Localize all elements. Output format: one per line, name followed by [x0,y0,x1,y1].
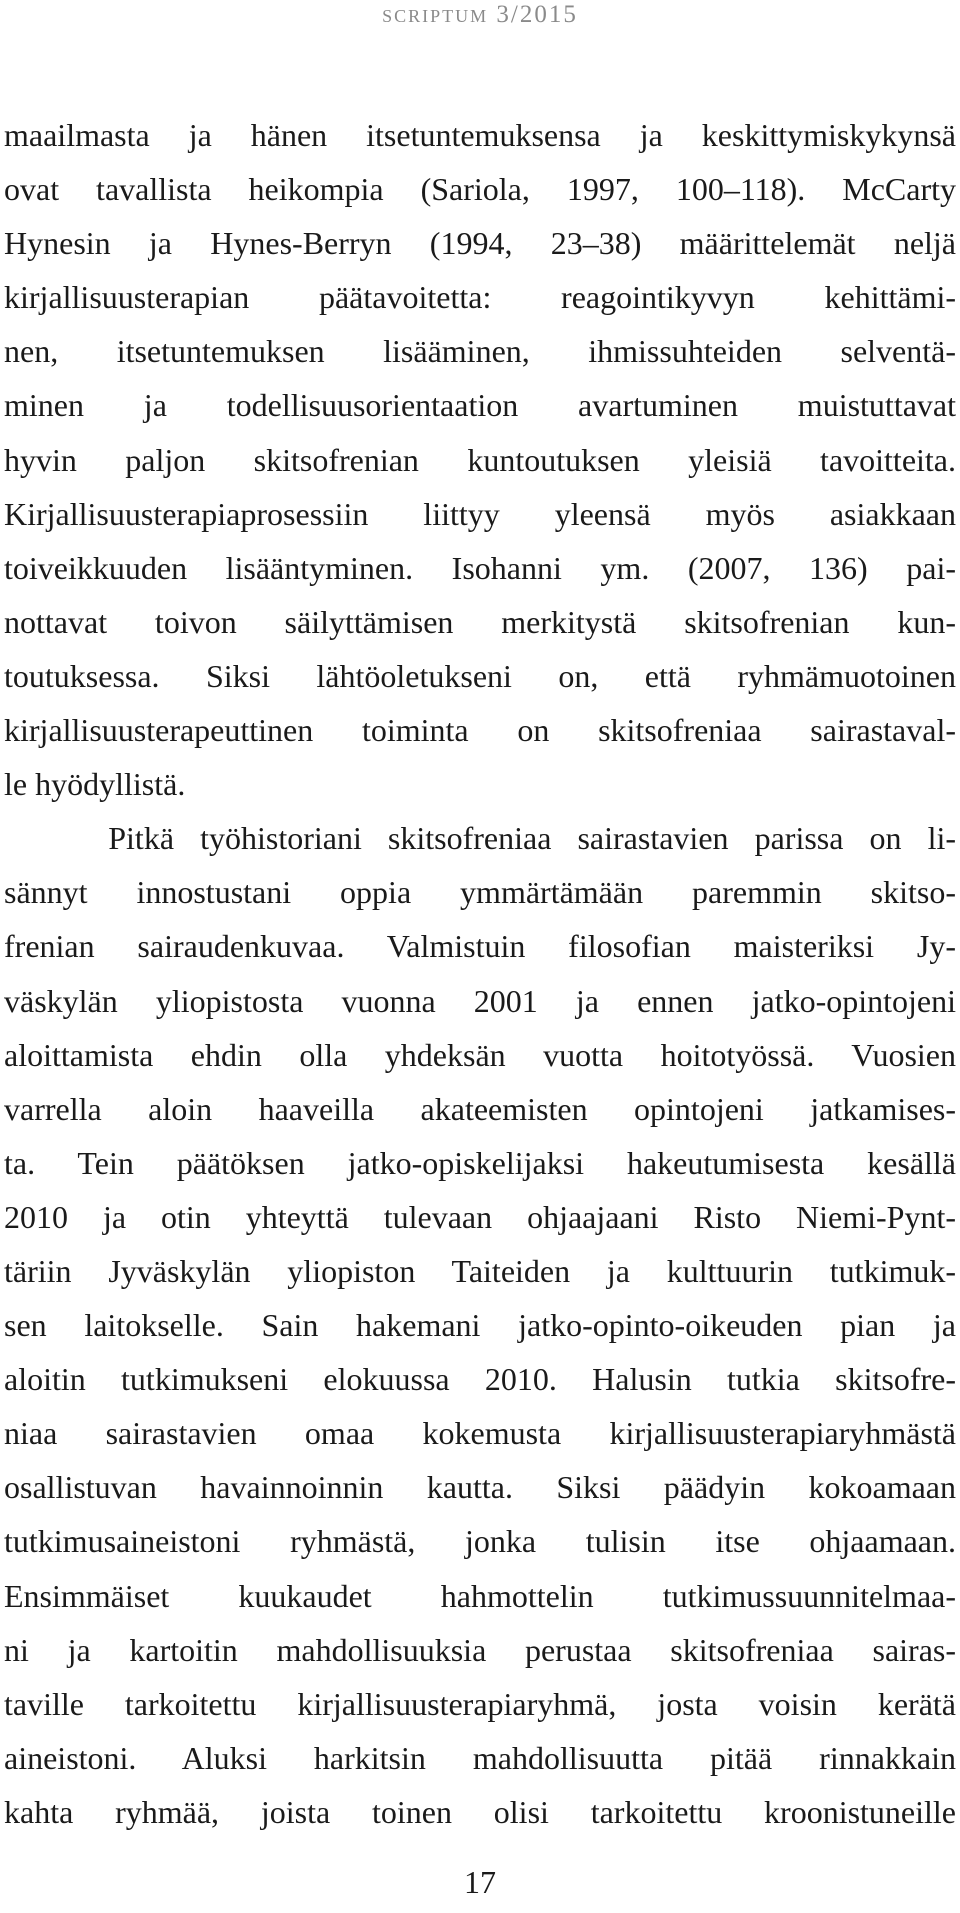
text-line: Kirjallisuusterapiaprosessiin liittyy yleensä myös asiakkaan [4,495,956,532]
text-line: sännyt innostustani oppia ymmärtämään paremmin skitso- [4,874,956,911]
text-line: täriin Jyväskylän yliopiston Taiteiden ja kulttuurin tutkimuk- [4,1252,956,1289]
text-line: tutkimusaineistoni ryhmästä, jonka tulisin itse ohjaamaan. [4,1523,956,1560]
text-line: le hyödyllistä. [4,766,186,803]
text-line: kirjallisuusterapeuttinen toiminta on skitsofreniaa sairastaval- [4,712,956,749]
text-line: Ensimmäiset kuukaudet hahmottelin tutkimussuunnitelmaa- [4,1577,956,1614]
text-line: sen laitokselle. Sain hakemani jatko-opinto-oikeuden pian ja [4,1307,956,1344]
body-text [4,108,956,1839]
text-line: nottavat toivon säilyttämisen merkitystä skitsofrenian kun- [4,603,956,640]
text-line: aloitin tutkimukseni elokuussa 2010. Halusin tutkia skitsofre- [4,1361,956,1398]
text-line: ta. Tein päätöksen jatko-opiskelijaksi hakeutumisesta kesällä [4,1144,956,1181]
text-line: ovat tavallista heikompia (Sariola, 1997, 100–118). McCarty [4,171,956,208]
text-line: osallistuvan havainnoinnin kautta. Siksi päädyin kokoamaan [4,1469,956,1506]
paragraph [4,811,956,1839]
text-line: kahta ryhmää, joista toinen olisi tarkoitettu kroonistuneille [4,1793,956,1830]
text-line: nen, itsetuntemuksen lisääminen, ihmissuhteiden selventä- [4,333,956,370]
text-line: aineistoni. Aluksi harkitsin mahdollisuutta pitää rinnakkain [4,1739,956,1776]
text-line: väskylän yliopistosta vuonna 2001 ja ennen jatko-opintojeni [4,982,956,1019]
running-head: scriptum 3/2015 [382,1,578,28]
text-line: frenian sairaudenkuvaa. Valmistuin filosofian maisteriksi Jy- [4,928,956,965]
text-line: ni ja kartoitin mahdollisuuksia perustaa skitsofreniaa sairas- [4,1631,956,1668]
text-line: hyvin paljon skitsofrenian kuntoutuksen yleisiä tavoitteita. [4,441,956,478]
text-line: aloittamista ehdin olla yhdeksän vuotta hoitotyössä. Vuosien [4,1036,956,1073]
text-line: niaa sairastavien omaa kokemusta kirjallisuusterapiaryhmästä [4,1415,956,1452]
text-line: Hynesin ja Hynes-Berryn (1994, 23–38) määrittelemät neljä [4,225,956,262]
page-number: 17 [464,1864,496,1900]
text-line: kirjallisuusterapian päätavoitetta: reagointikyvyn kehittämi- [4,279,956,316]
text-line: taville tarkoitettu kirjallisuusterapiaryhmä, josta voisin kerätä [4,1685,956,1722]
text-line: toutuksessa. Siksi lähtöoletukseni on, että ryhmämuotoinen [4,657,956,694]
paragraph [4,108,956,811]
text-line: varrella aloin haaveilla akateemisten opintojeni jatkamises- [4,1090,956,1127]
text-line: minen ja todellisuusorientaation avartuminen muistuttavat [4,387,956,424]
text-line: toiveikkuuden lisääntyminen. Isohanni ym. (2007, 136) pai- [4,549,956,586]
text-line: Pitkä työhistoriani skitsofreniaa sairastavien parissa on li- [4,820,956,857]
text-line: maailmasta ja hänen itsetuntemuksensa ja keskittymiskykynsä [4,117,956,153]
text-line: 2010 ja otin yhteyttä tulevaan ohjaajaani Risto Niemi-Pynt- [4,1198,956,1235]
